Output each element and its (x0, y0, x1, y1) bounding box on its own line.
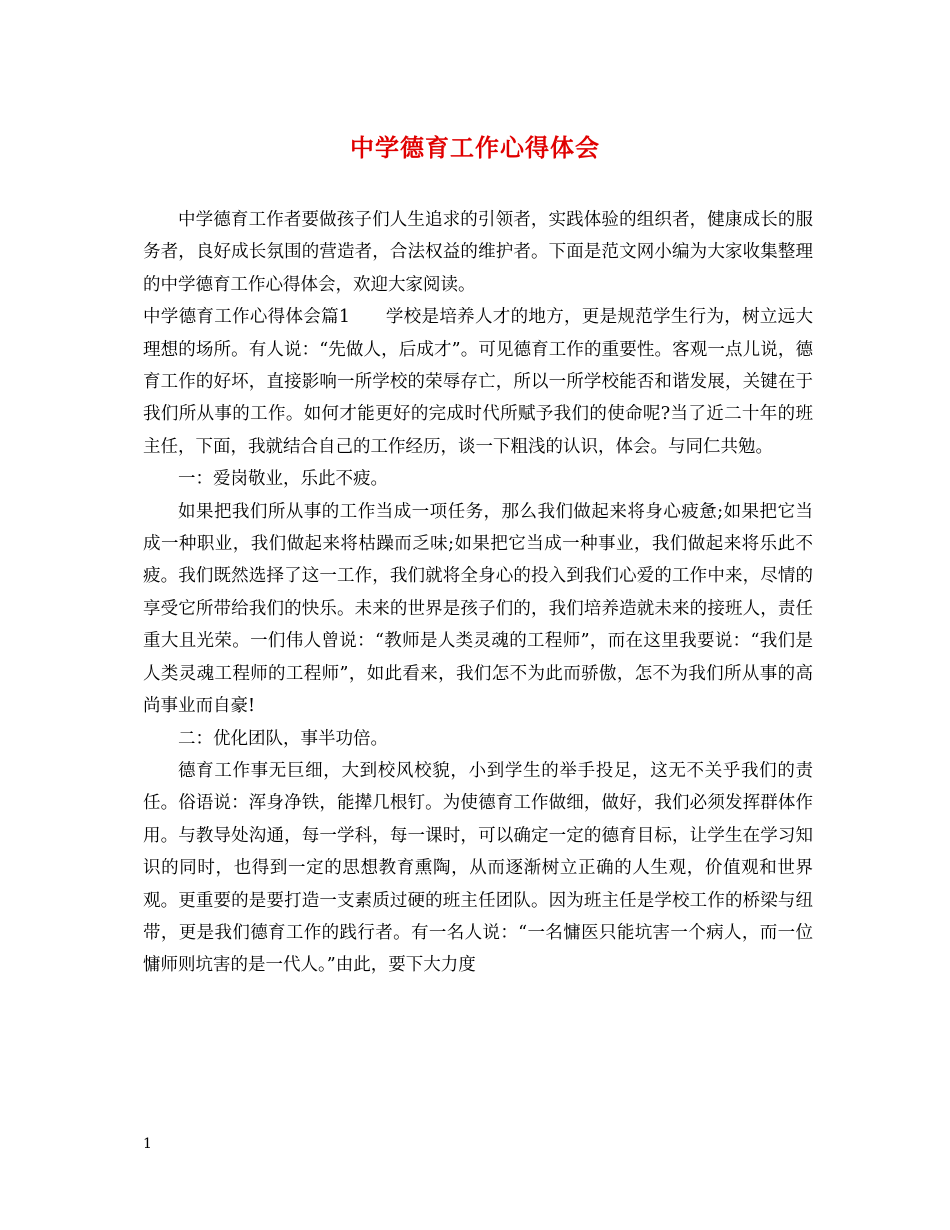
paragraph-section-2: 德育工作事无巨细，大到校风校貌，小到学生的举手投足，这无不关乎我们的责任。俗语说：浑身净铁，能撵几根钉。为使德育工作做细，做好，我们必须发挥群体作用。与教导处沟通，每一学科，每一课时，可以确定一定的德育目标，让学生在学习知识的同时，也得到一定的思想教育熏陶，从而逐渐树立正确的人生观，价值观和世界观。更重要的是要打造一支素质过硬的班主任团队。因为班主任是学校工作的桥梁与纽带，更是我们德育工作的践行者。有一名人说：“一名慵医只能坑害一个病人，而一位慵师则坑害的是一代人。”由此，要下大力度 (143, 760, 813, 976)
page-number: 1 (143, 1136, 152, 1152)
document-title: 中学德育工作心得体会 (350, 133, 600, 162)
paragraph-section-1: 如果把我们所从事的工作当成一项任务，那么我们做起来将身心疲惫;如果把它当成一种职业，我们做起来将枯躁而乏味;如果把它当成一种事业，我们做起来将乐此不疲。我们既然选择了这一工作，我们就将全身心的投入到我们心爱的工作中来，尽情的享受它所带给我们的快乐。未来的世界是孩子们的，我们培养造就未来的接班人，责任重大且光荣。一们伟人曾说：“教师是人类灵魂的工程师”，而在这里我要说：“我们是人类灵魂工程师的工程师”，如此看来，我们怎不为此而骄傲，怎不为我们所从事的高尚事业而自豪! (143, 501, 813, 717)
section-heading-2: 二：优化团队，事半功倍。 (178, 728, 388, 749)
paragraph-intro: 中学德育工作者要做孩子们人生追求的引领者，实践体验的组织者，健康成长的服务者，良好成长氛围的营造者，合法权益的维护者。下面是范文网小编为大家收集整理的中学德育工作心得体会，欢迎大家阅读。 (143, 210, 813, 295)
document-body (143, 204, 813, 982)
paragraph-article-1: 中学德育工作心得体会篇1 学校是培养人才的地方，更是规范学生行为，树立远大理想的场所。有人说：“先做人，后成才”。可见德育工作的重要性。客观一点儿说，德育工作的好坏，直接影响一所学校的荣辱存亡，所以一所学校能否和谐发展，关键在于我们所从事的工作。如何才能更好的完成时代所赋予我们的使命呢?当了近二十年的班主任，下面，我就结合自己的工作经历，谈一下粗浅的认识，体会。与同仁共勉。 (143, 307, 813, 457)
section-heading-1: 一：爱岗敬业，乐此不疲。 (178, 469, 388, 490)
